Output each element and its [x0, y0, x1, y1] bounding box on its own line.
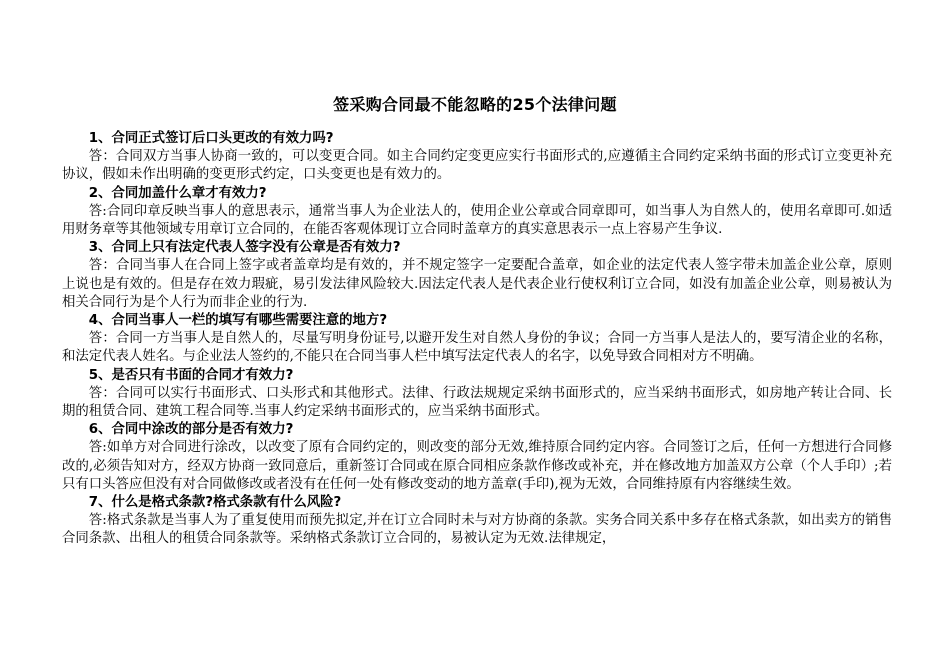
answer-6: 答:如单方对合同进行涂改，以改变了原有合同约定的，则改变的部分无效,维持原合同约定内容。合同签订之后，任何一方想进行合同修改的,必须告知对方，经双方协商一致同意后，重新签订合同或在原合同相应条款作修改或补充，并在修改地方加盖双方公章（个人手印）;若只有口头答应但没有对合同做修改或者没有在任何一处有修改变动的地方盖章(手印),视为无效，合同维持原有内容继续生效。 [62, 440, 892, 492]
question-7: 7、什么是格式条款?格式条款有什么风险? [88, 495, 342, 511]
question-6: 6、合同中涂改的部分是否有效力? [88, 422, 294, 438]
answer-3: 答：合同当事人在合同上签字或者盖章均是有效的，并不规定签字一定要配合盖章，如企业的法定代表人签字带未加盖企业公章，原则上说也是有效的。但是存在效力瑕疵，易引发法律风险较大.因法定代表人是代表企业行使权利订立合同，如没有加盖企业公章，则易被认为相关合同行为是个人行为而非企业的行为. [62, 258, 892, 310]
answer-1: 答：合同双方当事人协商一致的，可以变更合同。如主合同约定变更应实行书面形式的,应遵循主合同约定采纳书面的形式订立变更补充协议，假如未作出明确的变更形式约定，口头变更也是有效力的。 [62, 149, 892, 183]
question-5: 5、是否只有书面的合同才有效力? [88, 367, 294, 383]
question-4: 4、合同当事人一栏的填写有哪些需要注意的地方? [88, 313, 388, 329]
question-3: 3、合同上只有法定代表人签字没有公章是否有效力? [88, 240, 401, 256]
question-2: 2、合同加盖什么章才有效力? [88, 185, 267, 201]
document-body [62, 130, 892, 549]
answer-5: 答：合同可以实行书面形式、口头形式和其他形式。法律、行政法规规定采纳书面形式的，应当采纳书面形式，如房地产转让合同、长期的租赁合同、建筑工程合同等.当事人约定采纳书面形式的，应当采纳书面形式。 [62, 385, 892, 420]
document-title: 签采购合同最不能忽略的25个法律问题 [333, 95, 617, 114]
answer-7: 答:格式条款是当事人为了重复使用而预先拟定,并在订立合同时未与对方协商的条款。实务合同关系中多存在格式条款，如出卖方的销售合同条款、出租人的租赁合同条款等。采纳格式条款订立合同的，易被认定为无效.法律规定， [62, 513, 892, 547]
answer-2: 答:合同印章反映当事人的意思表示，通常当事人为企业法人的，使用企业公章或合同章即可，如当事人为自然人的，使用名章即可.如适用财务章等其他领域专用章订立合同的，在能否客观体现订立合同时盖章方的真实意思表示一点上容易产生争议. [62, 203, 892, 238]
question-1: 1、合同正式签订后口头更改的有效力吗? [88, 131, 334, 146]
answer-4: 答：合同一方当事人是自然人的，尽量写明身份证号,以避开发生对自然人身份的争议；合同一方当事人是法人的，要写清企业的名称，和法定代表人姓名。与企业法人签约的,不能只在合同当事人栏中填写法定代表人的名字，以免导致合同相对方不明确。 [62, 331, 892, 365]
